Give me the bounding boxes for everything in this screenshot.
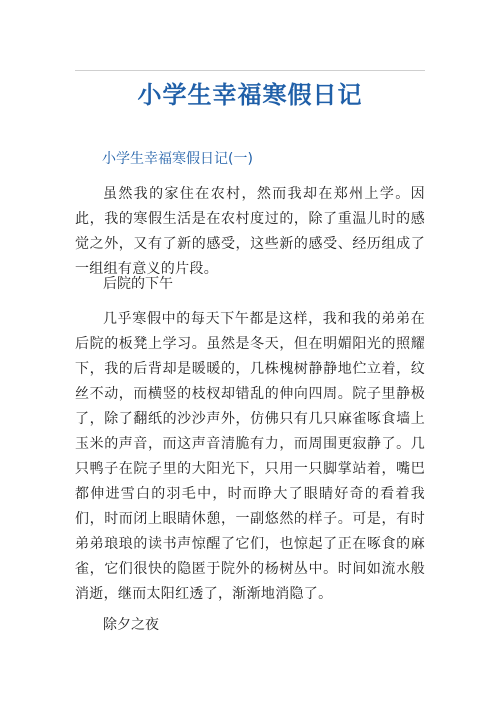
- paragraph-text: 几乎寒假中的每天下午都是这样，我和我的弟弟在后院的板凳上学习。虽然是冬天，但在明媚阳光的照耀下，我的后背却是暖暖的，几株槐树静静地伫立着，纹丝不动，而横竖的枝杈却错乱的伸向四周。院子里静极了，除了翻纸的沙沙声外，仿佛只有几只麻雀啄食墙上玉米的声音，而这声音清脆有力，而周围更寂静了。几只鸭子在院子里的大阳光下，只用一只脚掌站着，嘴巴都伸进雪白的羽毛中，时而睁大了眼睛好奇的看着我们，时而闭上眼睛休憩，一副悠然的样子。可是，有时弟弟琅琅的读书声惊醒了它们，也惊起了正在啄食的麻雀，它们很快的隐匿于院外的杨树丛中。时间如流水般消逝，继而太阳红透了，渐渐地消隐了。: [75, 311, 425, 602]
- subheading-new-years-eve: 除夕之夜: [103, 617, 159, 633]
- paragraph-text: 虽然我的家住在农村，然而我却在郑州上学。因此，我的寒假生活是在农村度过的，除了重温儿时的感觉之外，又有了新的感受，这些新的感受、经历组成了一组组有意义的片段。: [75, 186, 425, 277]
- section-heading: 小学生幸福寒假日记(一): [102, 151, 253, 167]
- subheading-backyard-afternoon: 后院的下午: [103, 276, 173, 292]
- document-title: 小学生幸福寒假日记: [137, 81, 363, 109]
- header-divider: [75, 70, 425, 71]
- paragraph-intro: [75, 182, 425, 282]
- paragraph-backyard: [75, 307, 425, 607]
